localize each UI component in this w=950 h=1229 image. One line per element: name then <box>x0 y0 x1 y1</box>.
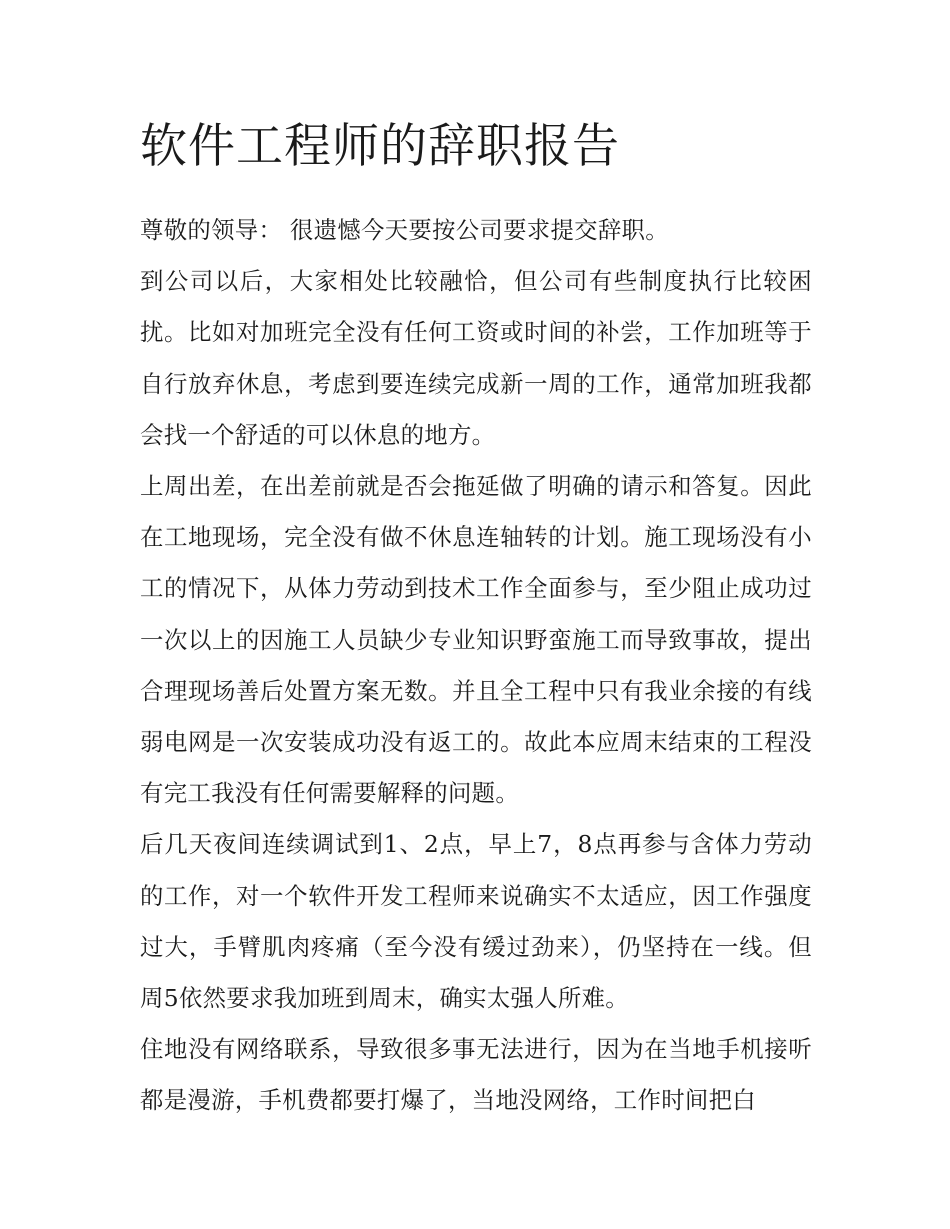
document-title: 软件工程师的辞职报告 <box>140 119 620 174</box>
paragraph-salutation: 尊敬的领导： 很遗憾今天要按公司要求提交辞职。 <box>140 216 669 244</box>
paragraph: 住地没有网络联系，导致很多事无法进行，因为在当地手机接听都是漫游，手机费都要打爆了，当地没网络，工作时间把白 <box>140 1035 812 1115</box>
document-body <box>140 205 812 1127</box>
paragraph: 后几天夜间连续调试到1、2点，早上7，8点再参与含体力劳动的工作，对一个软件开发工程师来说确实不太适应，因工作强度过大，手臂肌肉疼痛（至今没有缓过劲来），仍坚持在一线。但周5依然要求我加班到周末，确实太强人所难。 <box>140 830 812 1013</box>
paragraph: 上周出差，在出差前就是否会拖延做了明确的请示和答复。因此在工地现场，完全没有做不休息连轴转的计划。施工现场没有小工的情况下，从体力劳动到技术工作全面参与，至少阻止成功过一次以上的因施工人员缺少专业知识野蛮施工而导致事故，提出合理现场善后处置方案无数。并且全工程中只有我业余接的有线弱电网是一次安装成功没有返工的。故此本应周末结束的工程没有完工我没有任何需要解释的问题。 <box>140 472 812 808</box>
paragraph: 到公司以后，大家相处比较融恰，但公司有些制度执行比较困扰。比如对加班完全没有任何工资或时间的补尝，工作加班等于自行放弃休息，考虑到要连续完成新一周的工作，通常加班我都会找一个舒适的可以休息的地方。 <box>140 267 812 449</box>
